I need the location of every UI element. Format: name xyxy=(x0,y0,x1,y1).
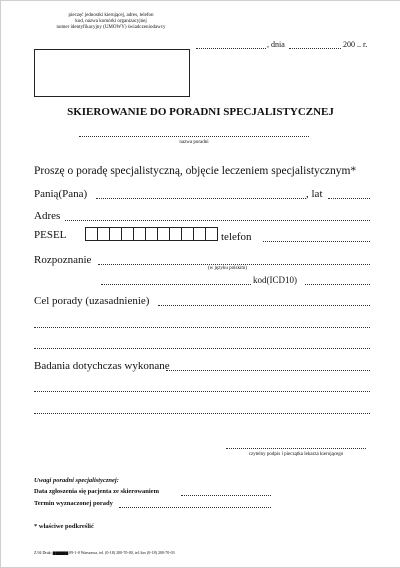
date-field[interactable] xyxy=(289,48,341,49)
registration-label: Data zgłoszenia się pacjenta ze skierowaniem xyxy=(34,488,159,495)
appointment-label: Termin wyznaczonej porady xyxy=(34,500,113,507)
signature-caption: czytelny podpis i pieczątka lekarza kierującego xyxy=(248,452,344,457)
polish-caption: (w języku polskim) xyxy=(208,266,247,271)
stamp-caption-line: numer identyfikacyjny (UMOWY) świadczeniodawcy xyxy=(56,25,166,30)
age-field[interactable] xyxy=(328,198,370,199)
appointment-date-field[interactable] xyxy=(119,507,271,508)
stamp-caption-line: pieczęć jednostki kierującej, adres, telefon xyxy=(68,13,154,18)
icd-label: kod(ICD10) xyxy=(253,275,297,285)
diagnosis-field-2[interactable] xyxy=(101,284,251,285)
purpose-label: Cel porady (uzasadnienie) xyxy=(34,295,150,307)
stamp-box[interactable] xyxy=(34,49,190,97)
pesel-label: PESEL xyxy=(34,229,67,241)
patient-label: Panią(Pana) xyxy=(34,188,88,200)
form-title: SKIEROWANIE DO PORADNI SPECJALISTYCZNEJ xyxy=(67,106,334,118)
phone-field[interactable] xyxy=(263,241,370,242)
notes-heading: Uwagi poradni specjalistycznej: xyxy=(34,477,119,484)
place-field[interactable] xyxy=(196,48,266,49)
age-label: , lat xyxy=(306,188,323,200)
registration-date-field[interactable] xyxy=(181,495,271,496)
purpose-field[interactable] xyxy=(158,305,370,306)
stamp-caption xyxy=(34,13,188,31)
patient-name-field[interactable] xyxy=(96,198,306,199)
stamp-caption-line: kod, nazwa komórki organizacyjnej xyxy=(75,19,147,24)
address-field[interactable] xyxy=(65,220,370,221)
purpose-field-line[interactable] xyxy=(34,327,370,328)
tests-field-line[interactable] xyxy=(34,391,370,392)
purpose-field-line[interactable] xyxy=(34,348,370,349)
pesel-digit-box[interactable] xyxy=(205,227,218,241)
icd-field[interactable] xyxy=(305,284,370,285)
phone-label: telefon xyxy=(221,231,252,243)
clinic-caption: nazwa poradni xyxy=(179,140,209,145)
printer-imprint: Z.94 Druk: ▆▆▆▆▆ 09-1-0 Warszawa, tel. (0-18) 200-70-00, tel./fax (0-18) 200-70-03 xyxy=(34,550,175,555)
tests-field[interactable] xyxy=(166,370,370,371)
clinic-name-field[interactable] xyxy=(79,136,309,137)
request-text: Proszę o poradę specjalistyczną, objęcie leczeniem specjalistycznym* xyxy=(34,165,357,177)
footnote: * właściwe podkreślić xyxy=(34,523,94,530)
diagnosis-label: Rozpoznanie xyxy=(34,254,92,266)
tests-label: Badania dotychczas wykonane xyxy=(34,360,170,372)
pesel-boxes[interactable] xyxy=(85,227,217,241)
diagnosis-field[interactable] xyxy=(98,264,370,265)
date-separator: , dnia xyxy=(267,40,285,49)
tests-field-line[interactable] xyxy=(34,413,370,414)
address-label: Adres xyxy=(34,210,61,222)
year-text: 200 .. r. xyxy=(343,40,368,49)
signature-field[interactable] xyxy=(226,448,366,449)
